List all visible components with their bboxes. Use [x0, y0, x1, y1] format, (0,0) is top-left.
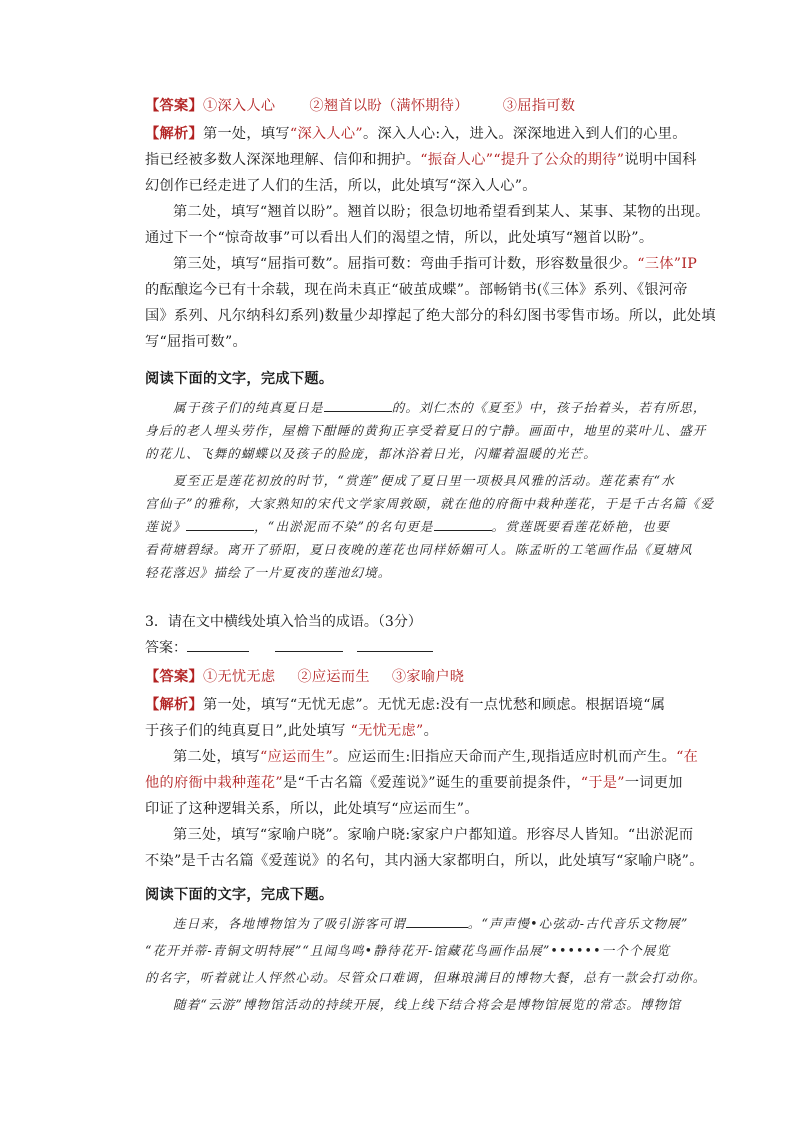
text-line: 不染”是千古名篇《爱莲说》的名句，其内涵大家都明白，所以，此处填写“家喻户晓”。 [145, 853, 704, 869]
text-line: 身后的老人埋头劳作，屋檐下酣睡的黄狗正享受着夏日的宁静。画面中，地里的菜叶儿、盛开 [145, 423, 707, 438]
highlight-span: “应运而生” [259, 749, 333, 765]
text-span: 的。刘仁杰的《夏至》中，孩子抬着头，若有所思， [391, 400, 707, 415]
answer-label: 答案： [145, 640, 187, 656]
text-line: 写“屈指可数”。 [145, 334, 248, 350]
analysis-block-1 [145, 121, 716, 355]
analysis-block-2 [145, 692, 704, 874]
question-3: 3．请在文中横线处填入恰当的成语。（3分） [145, 614, 422, 630]
text-span: 指已经被多数人深深地理解、信仰和拥护。 [145, 152, 421, 168]
answer-item: ②翘首以盼（满怀期待） [309, 98, 469, 114]
text-span: 。“声声慢•心弦动-古代音乐文物展” [467, 916, 689, 931]
analysis-tag: 【解析】 [145, 126, 203, 142]
text-span: 说明中国科 [624, 152, 697, 168]
answer-tag: 【答案】 [145, 98, 203, 114]
text-span: 是“千古名篇《爱莲说》”诞生的重要前提条件， [282, 775, 581, 791]
text-line: 的酝酿迄今已有十余载，现在尚未真正“破茧成蝶”。部畅销书(《三体》系列、《银河帝 [145, 282, 688, 298]
answer-item: ③屈指可数 [502, 98, 576, 114]
highlight-span: “无忧无虑” [350, 723, 424, 739]
text-span: 。应运而生:旧指应天命而产生,现指适应时机而产生。 [333, 749, 677, 765]
answer-block-1 [145, 93, 680, 119]
answer-blank[interactable] [275, 637, 343, 652]
highlight-span: “于是” [580, 775, 625, 791]
section-heading: 阅读下面的文字，完成下题。 [145, 371, 334, 387]
answer-line [145, 636, 433, 660]
fill-blank[interactable] [186, 516, 254, 531]
reading-passage-1 [145, 396, 714, 584]
text-span: 。 [423, 723, 439, 739]
highlight-span: 他的府衙中栽种莲花” [145, 775, 283, 791]
answer-item: ①无忧无虑 [202, 669, 276, 685]
text-line: “花开并蒂-青铜文明特展”“且闻鸟鸣•静待花开-馆藏花鸟画作品展”••••••一个个展览 [145, 943, 671, 958]
text-line: 第三处，填写“家喻户晓”。家喻户晓:家家户户都知道。形容尽人皆知。“出淤泥而 [173, 827, 694, 843]
text-line: 的花儿、飞舞的蝴蝶以及孩子的脸庞，都沐浴着日光，闪耀着温暖的光芒。 [145, 446, 597, 461]
text-span: 第三处，填写“屈指可数”。屈指可数：弯曲手指可计数，形容数量很少。 [173, 256, 638, 272]
answer-blank[interactable] [357, 637, 433, 652]
highlight-span: “振奋人心”“提升了公众的期待” [420, 152, 625, 168]
text-line: 宫仙子”的雅称，大家熟知的宋代文学家周敦颐，就在他的府衙中栽种莲花，于是千古名篇《爱 [145, 496, 714, 511]
text-line: 通过下一个“惊奇故事”可以看出人们的渴望之情，所以，此处填写“翘首以盼”。 [145, 230, 654, 246]
text-span: 。赏莲既要看莲花娇艳，也要 [491, 519, 670, 534]
reading-passage-2 [145, 912, 707, 1017]
text-span: 第一处，填写“无忧无虑”。无忧无虑:没有一点忧愁和顾虑。根据语境“属 [202, 697, 666, 713]
text-span: 一词更加 [624, 775, 683, 791]
highlight-span: “深入人心” [289, 126, 363, 142]
highlight-span: “三体”IP [637, 256, 698, 272]
text-line: 印证了这种逻辑关系，所以，此处填写“应运而生”。 [145, 801, 479, 817]
section-heading: 阅读下面的文字，完成下题。 [145, 887, 334, 903]
text-line: 国》系列、凡尔纳科幻系列)数量少却撑起了绝大部分的科幻图书零售市场。所以，此处填 [145, 308, 716, 324]
fill-blank[interactable] [434, 516, 492, 531]
text-span: 。深入人心:入，进入。深深地进入到人们的心里。 [362, 126, 687, 142]
text-line: 第二处，填写“翘首以盼”。翘首以盼；很急切地希望看到某人、某事、某物的出现。 [173, 204, 710, 220]
text-line: 幻创作已经走进了人们的生活，所以，此处填写“深入人心”。 [145, 178, 537, 194]
text-line: 随着“云游”博物馆活动的持续开展，线上线下结合将会是博物馆展览的常态。博物馆 [173, 997, 682, 1012]
answer-tag: 【答案】 [145, 669, 203, 685]
text-span: 第二处，填写 [173, 749, 260, 765]
answer-block-2 [145, 664, 680, 690]
text-span: 属于孩子们的纯真夏日是 [173, 400, 324, 415]
text-span: ，“出淤泥而不染”的名句更是 [254, 519, 434, 534]
answer-item: ②应运而生 [297, 669, 370, 685]
text-line: 的名字，听着就让人怦然心动。尽管众口难调，但琳琅满目的博物大餐，总有一款会打动你。 [145, 970, 707, 985]
text-span: 于孩子们的纯真夏日” [145, 723, 283, 739]
text-span: ,此处填写 [282, 723, 346, 739]
text-line: 夏至正是莲花初放的时节，“赏莲”便成了夏日里一项极具风雅的活动。莲花素有“水 [173, 473, 675, 488]
fill-blank[interactable] [324, 397, 392, 412]
answer-blank[interactable] [187, 637, 249, 652]
text-line: 轻花落迟》描绘了一片夏夜的莲池幻境。 [145, 565, 392, 580]
text-line: 看荷塘碧绿。离开了骄阳，夏日夜晚的莲花也同样娇媚可人。陈孟昕的工笔画作品《夏塘风 [145, 542, 693, 557]
answer-item: ③家喻户晓 [391, 669, 465, 685]
answer-item: ①深入人心 [202, 98, 276, 114]
fill-blank[interactable] [406, 913, 468, 928]
text-span: 连日来，各地博物馆为了吸引游客可谓 [173, 916, 406, 931]
highlight-span: “在 [676, 749, 699, 765]
text-span: 第一处，填写 [202, 126, 290, 142]
analysis-tag: 【解析】 [145, 697, 203, 713]
text-span: 莲说》 [145, 519, 187, 534]
